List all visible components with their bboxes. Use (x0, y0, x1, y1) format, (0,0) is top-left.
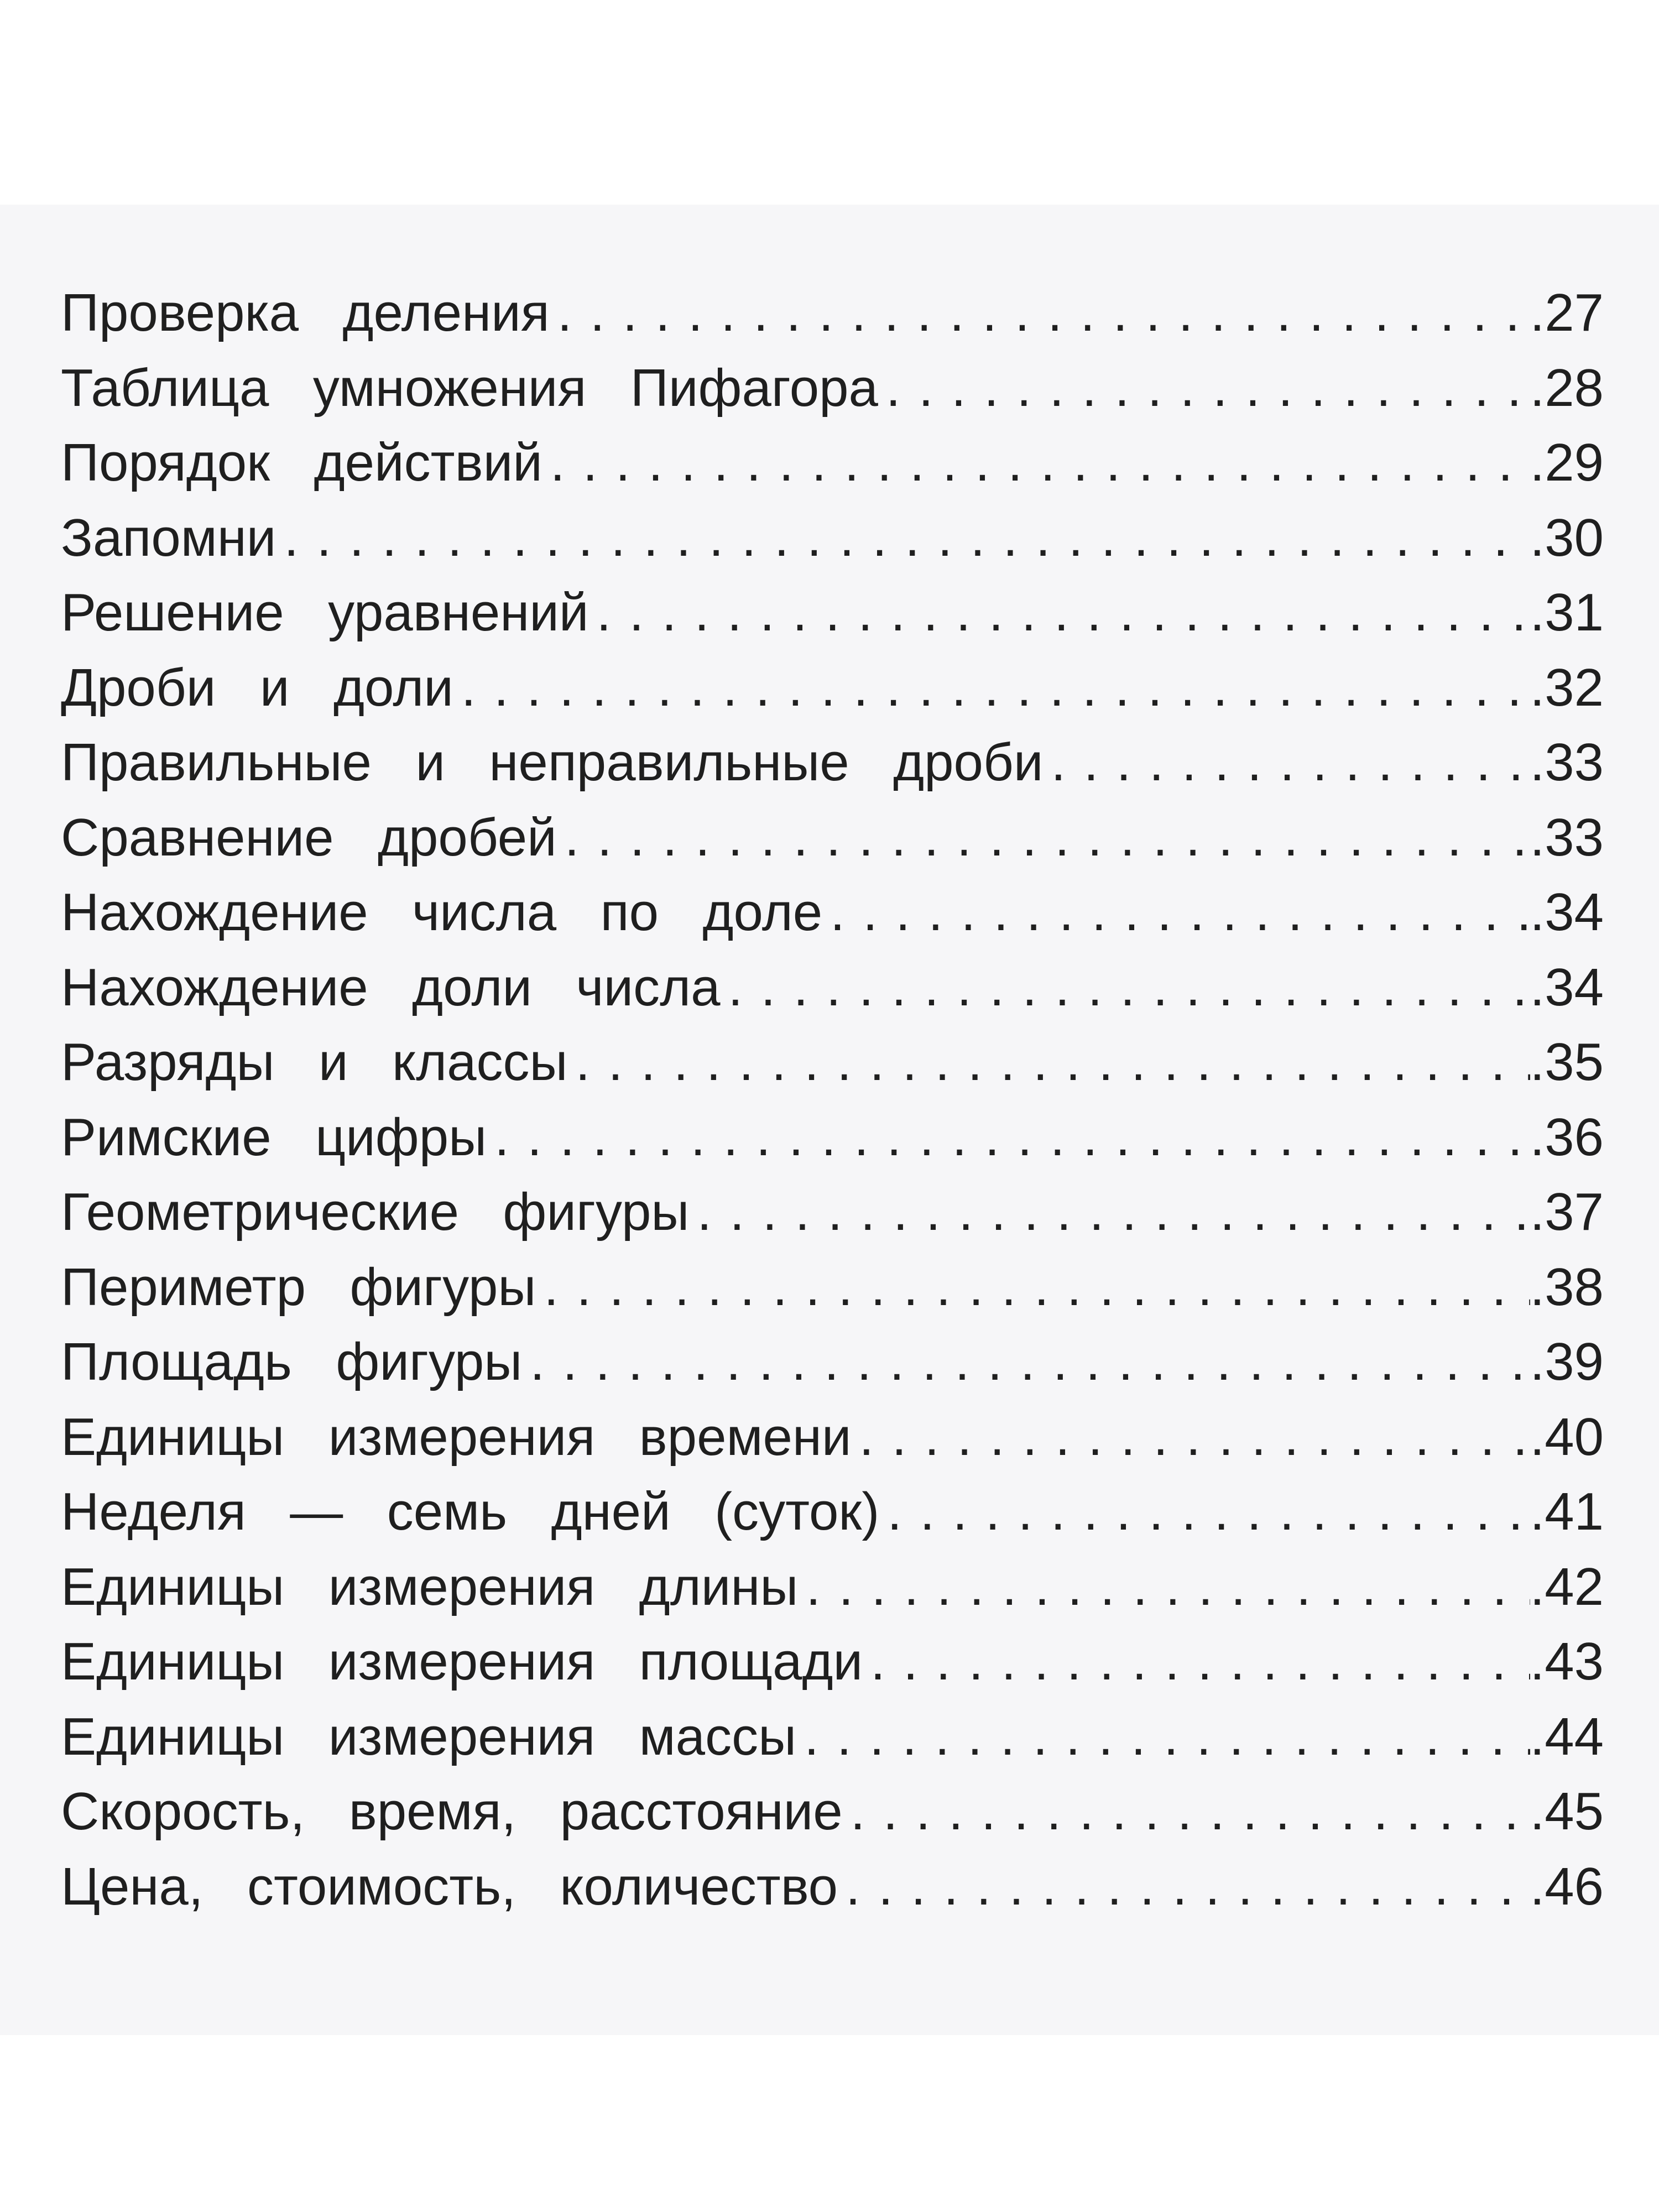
dot-leader (846, 1849, 1530, 1924)
dot-leader (550, 425, 1530, 500)
toc-entry-title: Решение уравнений (61, 583, 589, 642)
toc-entry-page: .39 (1530, 1332, 1604, 1391)
toc-entry-page: .36 (1530, 1107, 1604, 1167)
dot-leader (544, 1250, 1530, 1325)
toc-entry (61, 1624, 1604, 1699)
toc-entry-page: .30 (1530, 508, 1604, 567)
toc-entry-title: Сравнение дробей (61, 807, 557, 867)
dot-leader (830, 875, 1530, 950)
toc-entry-page: .33 (1530, 733, 1604, 792)
toc-entry-page: .44 (1530, 1707, 1604, 1766)
toc-entry (61, 650, 1604, 726)
dot-leader (870, 1624, 1530, 1699)
toc-entry-page: .35 (1530, 1032, 1604, 1092)
toc-entry-title: Периметр фигуры (61, 1257, 536, 1317)
toc-entry-page: .29 (1530, 433, 1604, 492)
toc-entry (61, 1100, 1604, 1175)
toc-entry-title: Проверка деления (61, 283, 550, 342)
toc-entry (61, 425, 1604, 500)
toc-entry (61, 1699, 1604, 1775)
toc-entry (61, 950, 1604, 1025)
toc-entry-title: Цена, стоимость, количество (61, 1856, 838, 1916)
dot-leader (804, 1699, 1530, 1775)
toc-entry-title: Площадь фигуры (61, 1332, 523, 1391)
dot-leader (284, 500, 1530, 576)
toc-entry-title: Таблица умножения Пифагора (61, 358, 878, 418)
toc-entry (61, 725, 1604, 800)
toc-entry-page: .34 (1530, 957, 1604, 1017)
toc-entry-title: Запомни (61, 508, 276, 567)
toc-entry-page: .46 (1530, 1856, 1604, 1916)
toc-entry-title: Нахождение доли числа (61, 957, 721, 1017)
dot-leader (886, 351, 1530, 426)
toc-entry-title: Скорость, время, расстояние (61, 1782, 843, 1841)
toc-entry (61, 800, 1604, 875)
toc-entry-title: Разряды и классы (61, 1032, 568, 1092)
toc-entry (61, 575, 1604, 650)
toc-entry-page: .33 (1530, 807, 1604, 867)
toc-entry-title: Единицы измерения площади (61, 1632, 863, 1691)
toc-entry-title: Порядок действий (61, 433, 542, 492)
toc-entry (61, 1550, 1604, 1625)
toc-entry-title: Неделя — семь дней (суток) (61, 1482, 880, 1541)
dot-leader (851, 1774, 1530, 1849)
toc-entry-page: .40 (1530, 1407, 1604, 1467)
toc-entry-title: Дроби и доли (61, 658, 453, 717)
dot-leader (859, 1400, 1530, 1475)
toc-entry (61, 1025, 1604, 1100)
toc-entry-page: .27 (1530, 283, 1604, 342)
dot-leader (461, 650, 1530, 726)
toc-entry-page: .45 (1530, 1782, 1604, 1841)
toc-entry (61, 1474, 1604, 1550)
toc-entry-page: .42 (1530, 1557, 1604, 1616)
toc-entry-title: Нахождение числа по доле (61, 883, 823, 942)
toc-entry (61, 275, 1604, 351)
dot-leader (887, 1474, 1530, 1550)
toc-entry (61, 500, 1604, 576)
toc-entry-title: Единицы измерения массы (61, 1707, 797, 1766)
table-of-contents (61, 275, 1604, 1924)
toc-entry-page: .32 (1530, 658, 1604, 717)
dot-leader (697, 1175, 1530, 1250)
dot-leader (576, 1025, 1530, 1100)
toc-entry-page: .43 (1530, 1632, 1604, 1691)
toc-entry-page: .41 (1530, 1482, 1604, 1541)
dot-leader (806, 1550, 1530, 1625)
toc-entry-page: .38 (1530, 1257, 1604, 1317)
toc-entry (61, 1400, 1604, 1475)
toc-entry-page: .37 (1530, 1182, 1604, 1241)
toc-entry (61, 875, 1604, 950)
toc-entry-page: .31 (1530, 583, 1604, 642)
toc-entry-title: Единицы измерения времени (61, 1407, 852, 1467)
toc-entry-title: Единицы измерения длины (61, 1557, 799, 1616)
toc-entry-title: Геометрические фигуры (61, 1182, 690, 1241)
scan-background-bottom (0, 2035, 1659, 2212)
toc-entry-title: Правильные и неправильные дроби (61, 733, 1044, 792)
scan-background-top (0, 0, 1659, 205)
toc-entry-title: Римские цифры (61, 1107, 487, 1167)
toc-entry-page: .28 (1530, 358, 1604, 418)
dot-leader (494, 1100, 1530, 1175)
toc-entry (61, 1324, 1604, 1400)
dot-leader (530, 1324, 1530, 1400)
toc-entry (61, 1250, 1604, 1325)
toc-entry (61, 1849, 1604, 1924)
dot-leader (565, 800, 1530, 875)
dot-leader (728, 950, 1530, 1025)
dot-leader (1051, 725, 1530, 800)
toc-entry (61, 1774, 1604, 1849)
dot-leader (557, 275, 1530, 351)
toc-entry (61, 1175, 1604, 1250)
dot-leader (597, 575, 1530, 650)
toc-entry (61, 351, 1604, 426)
toc-entry-page: .34 (1530, 883, 1604, 942)
